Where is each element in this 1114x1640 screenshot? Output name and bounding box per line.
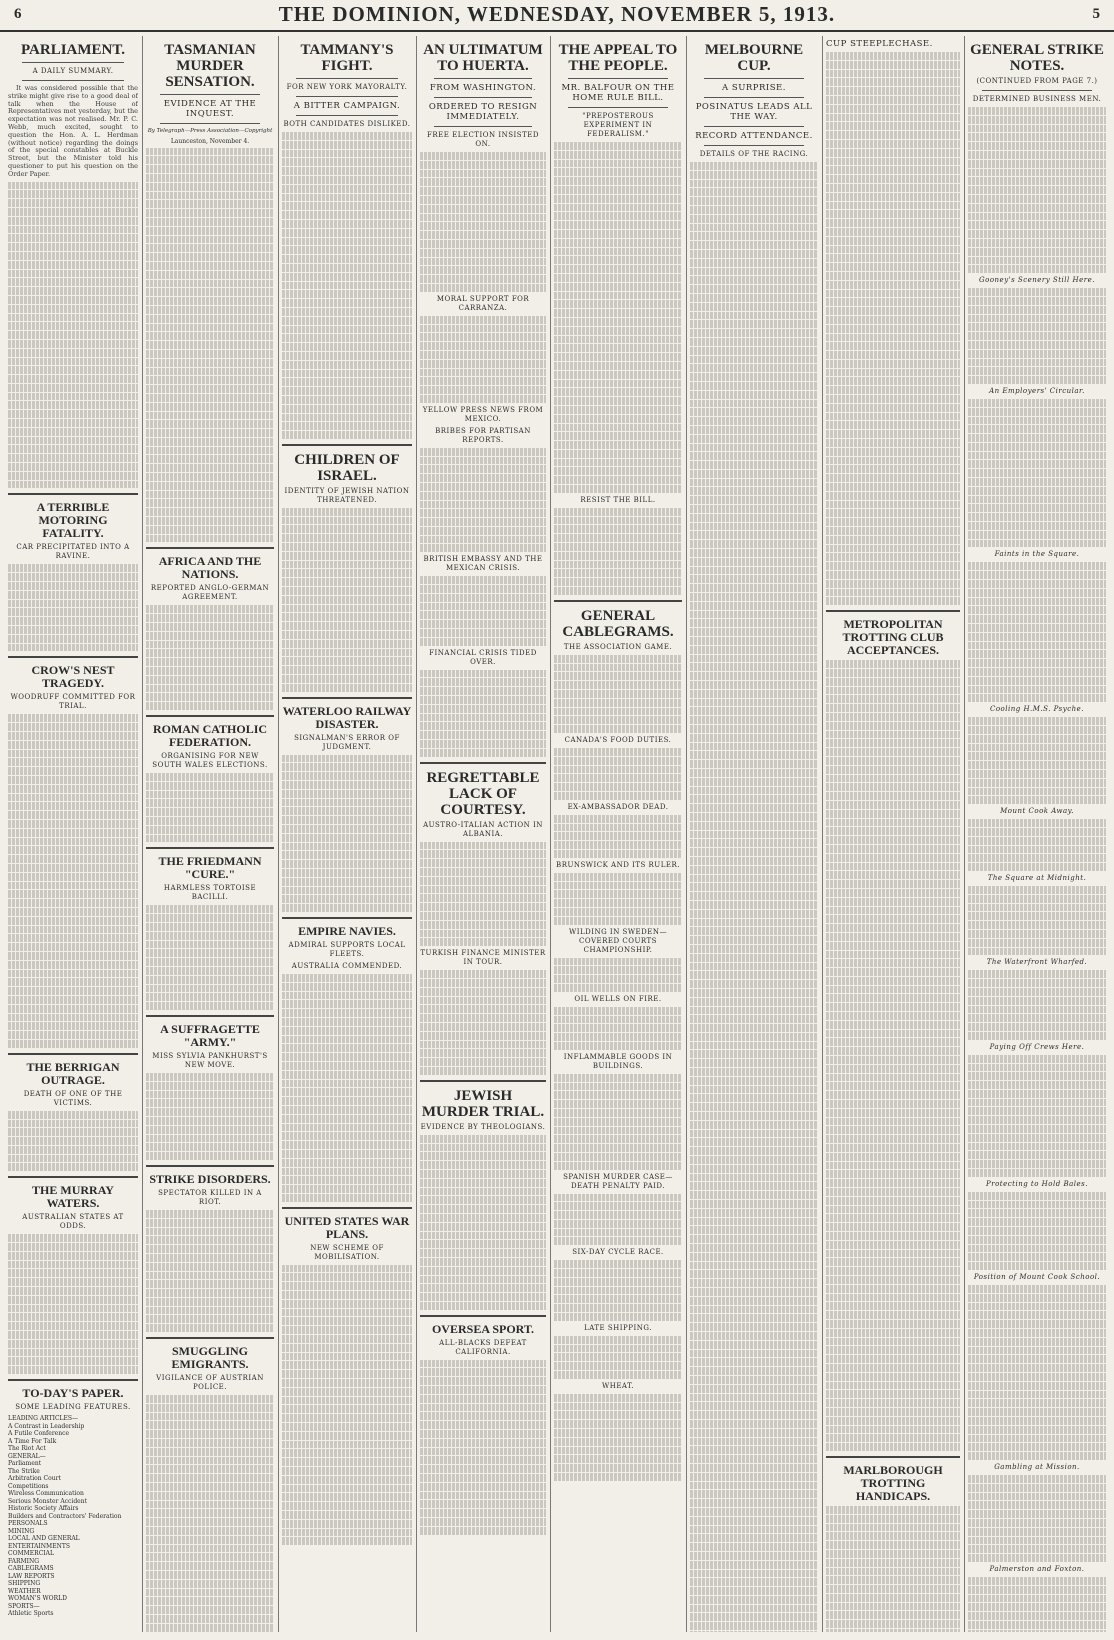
subhead: (CONTINUED FROM PAGE 7.) (976, 77, 1098, 85)
headline: THE APPEAL TO THE PEOPLE. (558, 42, 678, 74)
subhead: RESIST THE BILL. (580, 495, 656, 504)
subhead: DETAILS OF THE RACING. (699, 150, 809, 158)
newspaper-columns (8, 36, 1106, 1632)
headline: GENERAL STRIKE NOTES. (970, 42, 1104, 74)
masthead (0, 0, 1114, 32)
contents-item: LEADING ARTICLES— (8, 1415, 79, 1423)
subhead: DETERMINED BUSINESS MEN. (972, 95, 1102, 103)
subhead: AUSTRALIAN STATES AT ODDS. (22, 1213, 124, 1231)
contents-item: Builders and Contractors' Federation (8, 1512, 122, 1520)
contents-item: ENTERTAINMENTS (8, 1542, 70, 1550)
newspaper-title: THE DOMINION, WEDNESDAY, NOVEMBER 5, 1913. (278, 2, 836, 26)
headline: CHILDREN OF ISRAEL. (294, 451, 400, 484)
contents-list (8, 1415, 138, 1618)
subhead: SIX-DAY CYCLE RACE. (572, 1248, 664, 1257)
column-8 (968, 36, 1106, 1632)
subhead: BRUNSWICK AND ITS RULER. (556, 860, 680, 869)
contents-item: SHIPPING (8, 1580, 41, 1588)
contents-item: Wireless Communication (8, 1490, 84, 1498)
contents-item: CABLEGRAMS (8, 1565, 54, 1573)
subhead: FREE ELECTION INSISTED ON. (427, 131, 539, 148)
subhead: BRITISH EMBASSY AND THE MEXICAN CRISIS. (423, 555, 543, 573)
subhead: MISS SYLVIA PANKHURST'S NEW MOVE. (152, 1051, 268, 1069)
headline: STRIKE DISORDERS. (149, 1171, 271, 1186)
subhead: VIGILANCE OF AUSTRIAN POLICE. (156, 1374, 264, 1392)
headline: MELBOURNE CUP. (704, 42, 804, 74)
subhead: NEW SCHEME OF MOBILISATION. (310, 1243, 384, 1261)
headline: JEWISH MURDER TRIAL. (421, 1087, 545, 1120)
headline: A SUFFRAGETTE "ARMY." (160, 1021, 260, 1049)
subhead: WILDING IN SWEDEN—COVERED COURTS CHAMPIONSHIP. (569, 927, 667, 954)
subhead: A DAILY SUMMARY. (32, 67, 114, 75)
subhead: LATE SHIPPING. (584, 1323, 652, 1332)
contents-item: COMMERCIAL (8, 1550, 54, 1558)
contents-item: A Futile Conference (8, 1430, 70, 1438)
headline: TASMANIAN MURDER SENSATION. (164, 42, 256, 90)
subhead: Position of Mount Cook School. (973, 1273, 1101, 1282)
subhead: MR. BALFOUR ON THE HOME RULE BILL. (561, 83, 675, 103)
headline: THE MURRAY WATERS. (32, 1183, 114, 1211)
headline: GENERAL CABLEGRAMS. (562, 607, 674, 640)
contents-item: PERSONALS (8, 1520, 48, 1528)
headline: CROW'S NEST TRAGEDY. (31, 663, 115, 691)
subhead: CANADA'S FOOD DUTIES. (564, 736, 672, 745)
subhead: SOME LEADING FEATURES. (15, 1403, 131, 1412)
subhead: Paying Off Crews Here. (989, 1042, 1085, 1051)
headline: UNITED STATES WAR PLANS. (284, 1213, 410, 1241)
column-3 (282, 36, 412, 1632)
headline: TAMMANY'S FIGHT. (300, 42, 394, 74)
subhead: RECORD ATTENDANCE. (695, 131, 813, 141)
contents-item: Athletic Sports (8, 1610, 54, 1618)
subhead: WHEAT. (602, 1381, 634, 1390)
page-number-right: 5 (1092, 6, 1100, 22)
headline: AFRICA AND THE NATIONS. (158, 554, 262, 582)
subhead: An Employers' Circular. (989, 386, 1085, 395)
subhead: FROM WASHINGTON. (429, 83, 537, 93)
subhead: ORGANISING FOR NEW SOUTH WALES ELECTIONS. (152, 752, 268, 770)
contents-item: WEATHER (8, 1587, 41, 1595)
headline: SMUGGLING EMIGRANTS. (171, 1344, 249, 1372)
headline: THE BERRIGAN OUTRAGE. (26, 1059, 120, 1087)
subhead: BRIBES FOR PARTISAN REPORTS. (435, 426, 531, 444)
subhead: Faints in the Square. (994, 550, 1080, 559)
subhead: IDENTITY OF JEWISH NATION THREATENED. (284, 486, 410, 504)
headline: OVERSEA SPORT. (431, 1321, 535, 1336)
headline: THE FRIEDMANN "CURE." (158, 854, 262, 882)
contents-item: WOMAN'S WORLD (8, 1595, 67, 1603)
subhead: INFLAMMABLE GOODS IN BUILDINGS. (563, 1052, 673, 1070)
subhead: Palmerston and Foxton. (989, 1564, 1085, 1573)
subhead: CAR PRECIPITATED INTO A RAVINE. (16, 543, 130, 561)
column-4 (420, 36, 546, 1632)
byline: By Telegraph—Press Association—Copyright (147, 128, 273, 134)
subhead: AUSTRALIA COMMENDED. (291, 961, 403, 970)
subhead: SPECTATOR KILLED IN A RIOT. (158, 1188, 262, 1206)
column-7 (826, 36, 960, 1632)
column-6 (690, 36, 818, 1632)
headline-parliament: PARLIAMENT. (20, 42, 126, 58)
subhead: Cooling H.M.S. Psyche. (989, 705, 1085, 714)
subhead: EVIDENCE BY THEOLOGIANS. (420, 1122, 546, 1131)
contents-item: Parliament (8, 1460, 42, 1468)
subhead: POSINATUS LEADS ALL THE WAY. (695, 102, 813, 122)
subhead: OIL WELLS ON FIRE. (574, 994, 662, 1003)
subhead: THE ASSOCIATION GAME. (563, 642, 673, 651)
page-number-left: 6 (14, 6, 22, 22)
headline: EMPIRE NAVIES. (298, 923, 396, 938)
headline: MARLBOROUGH TROTTING HANDICAPS. (843, 1462, 943, 1503)
contents-item: LOCAL AND GENERAL (8, 1535, 80, 1543)
subhead: Protecting to Hold Bales. (986, 1179, 1088, 1188)
headline: A TERRIBLE MOTORING FATALITY. (36, 500, 110, 541)
headline: REGRETTABLE LACK OF COURTESY. (426, 769, 540, 818)
subhead: "PREPOSTEROUS EXPERIMENT IN FEDERALISM." (582, 112, 654, 138)
subhead: Gambling at Mission. (994, 1462, 1080, 1471)
contents-item: Serious Monster Accident (8, 1497, 87, 1505)
subhead: HARMLESS TORTOISE BACILLI. (163, 884, 257, 902)
subhead: SPANISH MURDER CASE—DEATH PENALTY PAID. (563, 1172, 673, 1190)
subhead: CUP STEEPLECHASE. (826, 39, 933, 49)
headline: TO-DAY'S PAPER. (22, 1386, 124, 1401)
subhead: WOODRUFF COMMITTED FOR TRIAL. (10, 693, 136, 711)
subhead: BOTH CANDIDATES DISLIKED. (283, 120, 411, 128)
contents-item: GENERAL— (8, 1452, 46, 1460)
subhead: ORDERED TO RESIGN IMMEDIATELY. (428, 102, 538, 122)
subhead: FINANCIAL CRISIS TIDED OVER. (429, 648, 537, 666)
headline: WATERLOO RAILWAY DISASTER. (282, 703, 412, 731)
contents-item: The Strike (8, 1467, 40, 1475)
subhead: ALL-BLACKS DEFEAT CALIFORNIA. (439, 1338, 527, 1356)
contents-item: A Contrast in Leadership (8, 1422, 85, 1430)
contents-item: MINING (8, 1527, 35, 1535)
subhead: EVIDENCE AT THE INQUEST. (163, 99, 257, 119)
subhead: Mount Cook Away. (1000, 807, 1074, 816)
contents-item: SPORTS— (8, 1602, 40, 1610)
contents-item: Arbitration Court (8, 1475, 61, 1483)
subhead: REPORTED ANGLO-GERMAN AGREEMENT. (150, 584, 270, 602)
subhead: The Waterfront Wharfed. (986, 958, 1088, 967)
subhead: FOR NEW YORK MAYORALTY. (286, 83, 408, 91)
headline: ROMAN CATHOLIC FEDERATION. (152, 722, 268, 750)
subhead: MORAL SUPPORT FOR CARRANZA. (436, 294, 530, 312)
subhead: The Square at Midnight. (987, 873, 1087, 882)
article-text: It was considered possible that the strike might give rise to a good deal of talk when the House of Representatives met yesterday, but the expectation was not realised. Mr. P. C. Webb, much excited, sought to question the Hon. A. L. Herdman (without notice) regarding the doings of the special constables at Buckle Street, but the Minister told his questioner to put his question on the Order Paper. (8, 84, 138, 178)
subhead: SIGNALMAN'S ERROR OF JUDGMENT. (294, 733, 400, 751)
subhead: A SURPRISE. (722, 83, 786, 93)
contents-item: LAW REPORTS (8, 1572, 55, 1580)
column-5 (554, 36, 682, 1632)
subhead: EX-AMBASSADOR DEAD. (567, 802, 669, 811)
subhead: DEATH OF ONE OF THE VICTIMS. (23, 1089, 123, 1107)
contents-item: Historic Society Affairs (8, 1505, 79, 1513)
dateline: Launceston, November 4. (170, 137, 250, 145)
headline: METROPOLITAN TROTTING CLUB ACCEPTANCES. (842, 617, 944, 658)
contents-item: FARMING (8, 1557, 40, 1565)
contents-item: The Riot Act (8, 1445, 46, 1453)
subhead: A BITTER CAMPAIGN. (293, 101, 401, 111)
subhead: YELLOW PRESS NEWS FROM MEXICO. (422, 405, 544, 423)
subhead: AUSTRO-ITALIAN ACTION IN ALBANIA. (423, 820, 543, 838)
column-2 (146, 36, 274, 1632)
headline: AN ULTIMATUM TO HUERTA. (423, 42, 543, 74)
subhead: Gooney's Scenery Still Here. (979, 276, 1095, 285)
contents-item: Competitions (8, 1482, 49, 1490)
contents-item: A Time For Talk (8, 1437, 57, 1445)
column-1 (8, 36, 138, 1632)
subhead: TURKISH FINANCE MINISTER IN TOUR. (420, 949, 546, 967)
subhead: ADMIRAL SUPPORTS LOCAL FLEETS. (288, 940, 406, 958)
